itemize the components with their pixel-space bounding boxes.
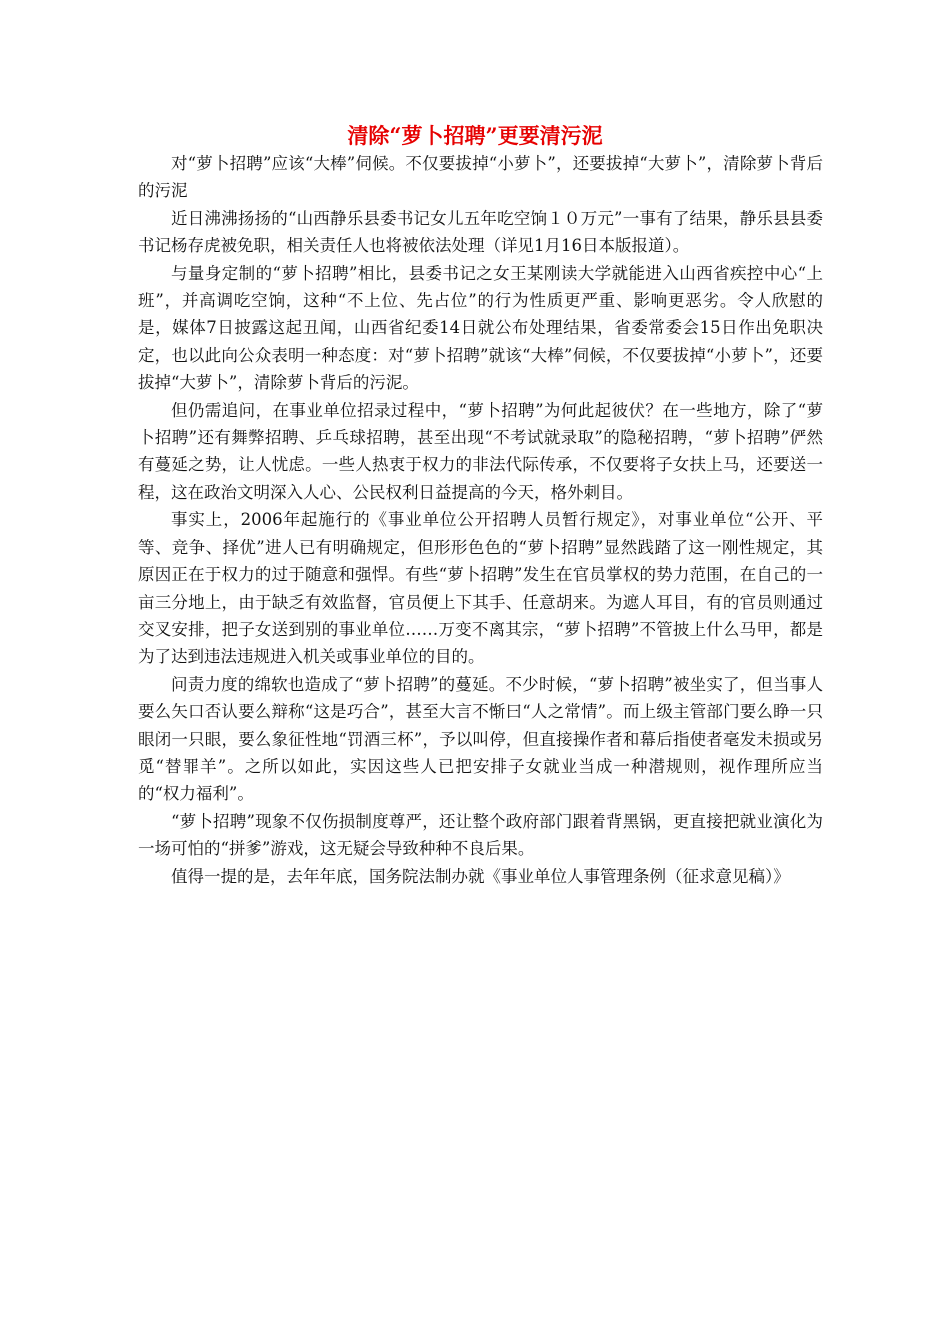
- paragraph-4: 但仍需追问，在事业单位招录过程中，“萝卜招聘”为何此起彼伏？在一些地方，除了“萝卜招聘”还有舞弊招聘、乒乓球招聘，甚至出现“不考试就录取”的隐秘招聘，“萝卜招聘”俨然有蔓延之势，让人忧虑。一些人热衷于权力的非法代际传承，不仅要将子女扶上马，还要送一程，这在政治文明深入人心、公民权利日益提高的今天，格外刺目。: [138, 400, 823, 502]
- paragraph-2: 近日沸沸扬扬的“山西静乐县委书记女儿五年吃空饷１０万元”一事有了结果，静乐县县委书记杨存虎被免职，相关责任人也将被依法处理（详见1月16日本版报道）。: [138, 208, 823, 256]
- paragraph-8: 值得一提的是，去年年底，国务院法制办就《事业单位人事管理条例（征求意见稿）》: [171, 866, 790, 886]
- paragraph-1: 对“萝卜招聘”应该“大棒”伺候。不仅要拔掉“小萝卜”，还要拔掉“大萝卜”，清除萝卜背后的污泥: [138, 154, 823, 201]
- paragraph-5: 事实上，2006年起施行的《事业单位公开招聘人员暂行规定》，对事业单位“公开、平等、竞争、择优”进人已有明确规定，但形形色色的“萝卜招聘”显然践踏了这一刚性规定，其原因正在于权力的过于随意和强悍。有些“萝卜招聘”发生在官员掌权的势力范围，在自己的一亩三分地上，由于缺乏有效监督，官员便上下其手、任意胡来。为遮人耳目，有的官员则通过交叉安排，把子女送到别的事业单位……万变不离其宗，“萝卜招聘”不管披上什么马甲，都是为了达到违法违规进入机关或事业单位的目的。: [138, 510, 823, 667]
- article-title: 清除“萝卜招聘”更要清污泥: [347, 123, 603, 148]
- paragraph-6: 问责力度的绵软也造成了“萝卜招聘”的蔓延。不少时候，“萝卜招聘”被坐实了，但当事人要么矢口否认要么辩称“这是巧合”，甚至大言不惭曰“人之常情”。而上级主管部门要么睁一只眼闭一只眼，要么象征性地“罚酒三杯”，予以叫停，但直接操作者和幕后指使者毫发未损或另觅“替罪羊”。之所以如此，实因这些人已把安排子女就业当成一种潜规则，视作理所应当的“权力福利”。: [138, 674, 823, 804]
- paragraph-7: “萝卜招聘”现象不仅伤损制度尊严，还让整个政府部门跟着背黑锅，更直接把就业演化为一场可怕的“拼爹”游戏，这无疑会导致种种不良后果。: [138, 811, 823, 859]
- paragraph-3: 与量身定制的“萝卜招聘”相比，县委书记之女王某刚读大学就能进入山西省疾控中心“上班”，并高调吃空饷，这种“不上位、先占位”的行为性质更严重、影响更恶劣。令人欣慰的是，媒体7日披露这起丑闻，山西省纪委14日就公布处理结果，省委常委会15日作出免职决定，也以此向公众表明一种态度：对“萝卜招聘”就该“大棒”伺候，不仅要拔掉“小萝卜”，还要拔掉“大萝卜”，清除萝卜背后的污泥。: [138, 263, 823, 393]
- article-body: [138, 150, 823, 890]
